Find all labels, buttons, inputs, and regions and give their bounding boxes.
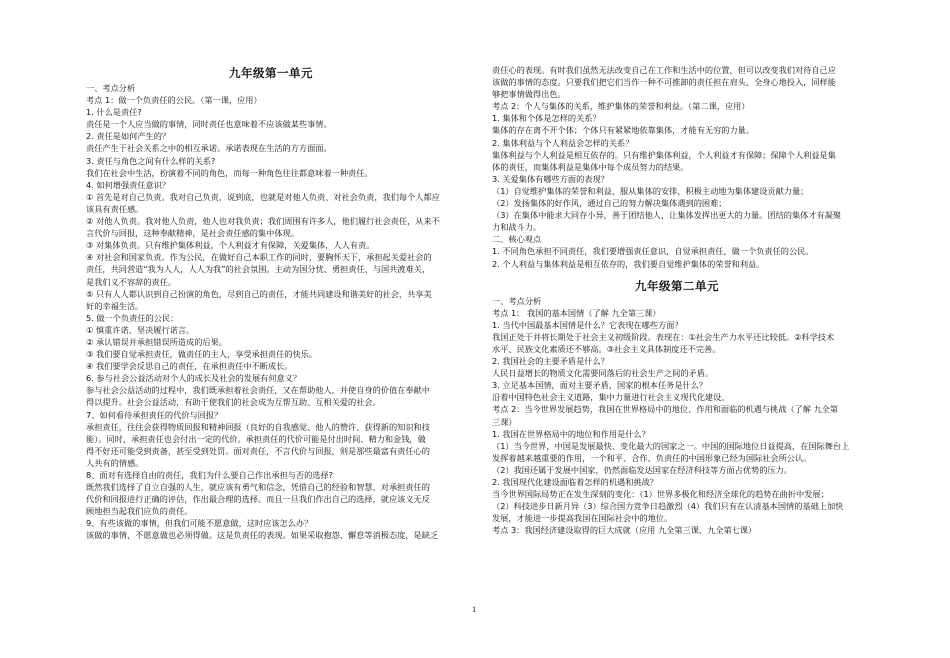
text-line: 1. 集体和个体是怎样的关系？ — [492, 113, 601, 124]
text-line: 3. 关爱集体有哪些方面的表现？ — [492, 173, 609, 184]
text-line: 集体的存在离不开个体；个体只有紧紧地依靠集体，才能有无穷的力量。 — [492, 125, 755, 136]
text-line: 5. 做一个负责任的公民： — [86, 312, 179, 323]
text-line: ③ 对集体负责。只有维护集体利益，个人利益才有保障，关爱集体，人人有责。 — [86, 240, 375, 251]
text-line: （2）我国还属于发展中国家，仍然面临发达国家在经济科技等方面占优势的压力。 — [492, 464, 792, 475]
text-line: ① 首先是对自己负责。我对自己负责，说到底，也就是对他人负责、对社会负责，我们每个人都应 — [86, 191, 440, 202]
text-line: 责任，共同营造“我为人人，人人为我”的社会氛围。主动为国分忧、勇担责任、与国共渡难关， — [86, 264, 431, 275]
text-line: 当今世界国际局势正在发生深刻的变化：（1）世界多极化和经济全球化的趋势在曲折中发展； — [492, 489, 829, 500]
text-line: 水平、民族文化素质还不够高。③社会主义具体制度还不完善。 — [492, 343, 721, 354]
text-line: 力和战斗力。 — [492, 222, 542, 233]
text-line: 3. 责任与角色之间有什么样的关系? — [86, 155, 216, 166]
text-line: 三课） — [492, 416, 517, 427]
text-line: 1. 我国在世界格局中的地位和作用是什么？ — [492, 428, 650, 439]
text-line: 得不好还可能受到责备，甚至受到处罚。面对责任，不言代价与回报，则是那些最富有责任心的 — [86, 445, 430, 456]
right-text-block-bottom — [492, 295, 862, 537]
text-line: 代价和回报进行正确的评估，作出最合理的选择。而且一旦我们作出自己的选择，就应该义无反 — [86, 494, 430, 505]
text-line: 二、核心观点 — [492, 234, 542, 245]
text-line: 1. 当代中国最基本国情是什么？它表现在哪些方面？ — [492, 319, 683, 330]
text-line: 承担责任，往往会获得物质回报和精神回报（良好的自我感觉、他人的赞许、获得新的知识和技 — [86, 421, 430, 432]
text-line: 一、考点分析 — [86, 83, 136, 93]
text-line: ⑤ 只有人人都认识到自己扮演的角色，尽到自己的责任，才能共同建设和谐美好的社会，共享美 — [86, 288, 432, 299]
text-line: 参与社会公益活动的过程中，我们既承担着社会责任，又在帮助他人，并使自身的价值在奉献中 — [86, 385, 430, 396]
text-line: ③ 我们要自觉承担责任，做责任的主人，享受承担责任的快乐。 — [86, 349, 318, 360]
text-line: （3）在集体中能求大同存小异，善于团结他人，让集体发挥出更大的力量。团结的集体才有凝聚 — [492, 210, 842, 221]
text-line: 好的幸福生活。 — [86, 300, 144, 311]
text-line: 我们在社会中生活，扮演着不同的角色，而每一种角色往往都意味着一种责任。 — [86, 167, 373, 178]
text-line: 该做的事情的态度。只要我们把它们当作一种不可推卸的责任担在肩头，全身心地投入，同样能 — [492, 77, 836, 88]
text-line: 责任产生于社会关系之中的相互承诺。承诺表现在生活的方方面面。 — [86, 143, 332, 154]
unit-two-title: 九年级第二单元 — [635, 278, 719, 293]
section-gap — [492, 270, 862, 279]
text-line: 该具有责任感。 — [86, 203, 144, 214]
text-line: 能）。同时，承担责任也会付出一定的代价。承担责任的代价可能是付出时间、精力和金钱，做 — [86, 433, 426, 444]
text-line: 8、面对有选择自由的责任，我们为什么要自己作出承担与否的选择? — [86, 470, 333, 480]
text-line: 1. 什么是责任? — [86, 107, 142, 118]
text-line: 是我们义不容辞的责任。 — [86, 276, 177, 287]
text-line: 考点 1： 我国的基本国情（了解 九全第三课） — [492, 307, 661, 318]
text-line: 责任心的表现。有时我们虽然无法改变自己在工作和生活中的位置，但可以改变我们对待自己应 — [492, 65, 836, 75]
page-number: 1 — [472, 606, 477, 614]
text-line: 集体利益与个人利益是相互依存的。只有维护集体利益，个人利益才有保障；保障个人利益是集 — [492, 149, 836, 160]
text-line: 3. 立足基本国情，面对主要矛盾，国家的根本任务是什么？ — [492, 380, 708, 391]
text-line: 发挥着越来越重要的作用，一个和平、合作、负责任的中国形象已经为国际社会所公认。 — [492, 452, 812, 463]
text-line: （2）科技进步日新月异（3）综合国力竞争日趋激烈（4）我们只有在认清基本国情的基础上加快 — [492, 501, 844, 512]
text-line: 2. 责任是如何产生的？ — [86, 131, 171, 142]
right-column — [492, 64, 862, 536]
text-line: 发展，才能进一步提高我国在国际社会中的地位。 — [492, 513, 673, 524]
text-line: 1. 不同角色承担不同责任，我们要增强责任意识，自觉承担责任，做一个负责任的公民。 — [492, 246, 814, 257]
text-line: 够把事情做得出色。 — [492, 89, 566, 100]
text-line: ② 对他人负责。我对他人负责，他人也对我负责；我们周围有许多人，他们履行社会责任，从来不 — [86, 216, 440, 227]
text-line: 责任是一个人应当做的事情，同时责任也意味着不应该做某些事情。 — [86, 119, 332, 130]
text-line: 我国正处于并将长期处于社会主义初级阶段。表现在：①社会生产力水平还比较低。②科学技术 — [492, 331, 835, 342]
unit-one-title: 九年级第一单元 — [229, 66, 313, 80]
text-line: 考点 3：我国经济建设取得的巨大成就（应用 九全第三课、九全第七课） — [492, 525, 757, 536]
text-line: ① 慎重许诺、坚决履行诺言。 — [86, 324, 195, 335]
text-line: ② 承认错误并承担错误所造成的后果。 — [86, 336, 227, 347]
text-line: （2）发扬集体的好作风，通过自己的努力解决集体遇到的困难； — [492, 198, 727, 209]
text-line: 言代价与回报，这种奉献精神，是社会责任感的集中体现。 — [86, 228, 299, 239]
text-line: 该做的事情，不愿意做也必须得做。这是负责任的表现。如果采取抱怨、懈怠等消极态度，是缺乏 — [86, 530, 439, 541]
text-line: ④ 我们要学会反思自己的责任，在承担责任中不断成长。 — [86, 361, 293, 372]
text-line: 体的责任，而集体利益是集体中每个成员努力的结果。 — [492, 161, 689, 172]
text-line: 人共有的情感。 — [86, 457, 144, 468]
text-line: 考点 2：当今世界发展趋势，我国在世界格局中的地位、作用和面临的机遇与挑战（了解 九全第 — [492, 404, 839, 415]
text-line: 既然我们选择了自立自强的人生，就应该有勇气和信念，凭借自己的经验和智慧，对承担责任的 — [86, 482, 430, 493]
text-line: 顾地担当起我们应负的责任。 — [86, 506, 193, 517]
text-line: ④ 对社会和国家负责。作为公民，在做好自己本职工作的同时，要胸怀天下，承担起关爱社会的 — [86, 252, 432, 263]
text-line: 2. 个人利益与集体利益是相互依存的，我们要自觉维护集体的荣誉和利益。 — [492, 258, 765, 269]
text-line: 考点 1：做一个负责任的公民。（第一课，应用） — [86, 95, 262, 106]
text-line: 6. 参与社会公益活动对个人的成长及社会的发展有何意义？ — [86, 373, 302, 384]
right-text-block-top — [492, 64, 862, 270]
text-line: 9、有些该做的事情，但我们可能不愿意做，这时应该怎么办？ — [86, 518, 313, 529]
text-line: 2. 我国社会的主要矛盾是什么？ — [492, 356, 609, 367]
text-line: （1）当今世界，中国是发展最快、变化最大的国家之一。中国的国际地位日益提高，在国际舞台上 — [492, 440, 850, 451]
text-line: 沿着中国特色社会主义道路，集中力量进行社会主义现代化建设。 — [492, 392, 730, 403]
text-line: 2. 我国现代化建设面临着怎样的机遇和挑战？ — [492, 477, 658, 487]
text-line: 一、考点分析 — [492, 295, 542, 306]
text-line: 4. 如何增强责任意识？ — [86, 179, 171, 190]
left-column — [86, 66, 456, 542]
text-line: （1）自觉维护集体的荣誉和利益，服从集体的安排，积极主动地为集体建设贡献力量； — [492, 185, 809, 196]
text-line: 考点 2：个人与集体的关系，维护集体的荣誉和利益。（第二课，应用） — [492, 101, 750, 112]
left-text-block — [86, 82, 456, 542]
text-line: 7、如何看待承担责任的代价与回报？ — [86, 409, 223, 420]
text-line: 2. 集体利益与个人利益会怎样的关系？ — [492, 137, 634, 148]
text-line: 人民日益增长的物质文化需要同落后的社会生产之间的矛盾。 — [492, 368, 714, 379]
text-line: 得以提升。社会公益活动，有助于使我们的社会成为互帮互助、互相关爱的社会。 — [86, 397, 381, 408]
